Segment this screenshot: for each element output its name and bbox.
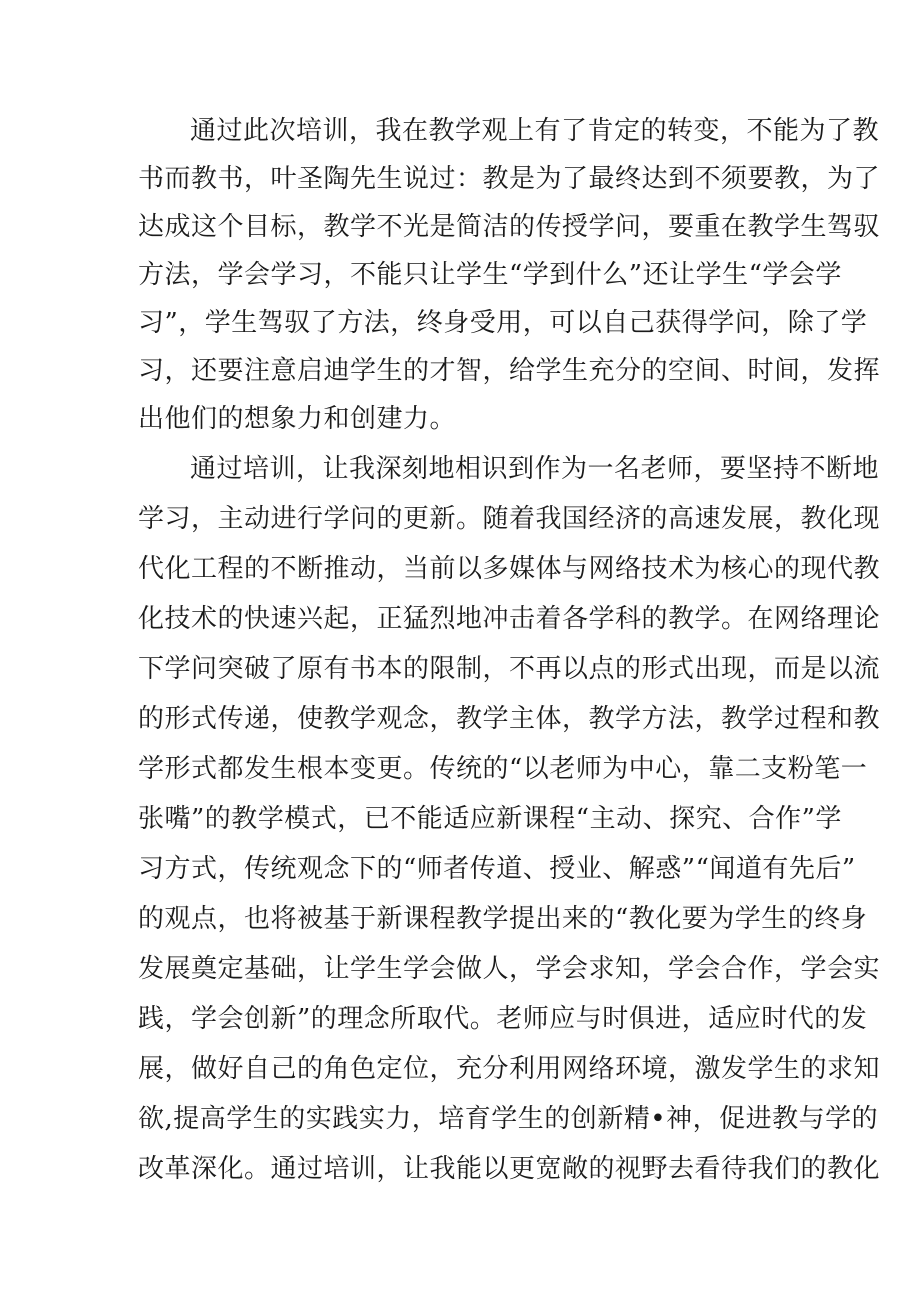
paragraph-2-line-1: 通过培训，让我深刻地相识到作为一名老师，要坚持不断地	[190, 454, 880, 484]
paragraph-1-line-3: 达成这个目标，教学不光是简洁的传授学问，要重在教学生驾驭	[138, 212, 881, 242]
paragraph-2-line-7: 学形式都发生根本变更。传统的“以老师为中心，靠二支粉笔一	[138, 754, 868, 784]
paragraph-2-line-6: 的形式传递，使教学观念，教学主体，教学方法，教学过程和教	[138, 704, 881, 734]
paragraph-1-line-7: 出他们的想象力和创建力。	[138, 404, 457, 434]
paragraph-2-line-8: 张嘴”的教学模式，已不能适应新课程“主动、探究、合作”学	[138, 804, 842, 834]
paragraph-2-line-9: 习方式，传统观念下的“师者传道、授业、解惑”“闻道有先后”	[138, 854, 856, 884]
paragraph-2-line-14: 欲,提高学生的实践实力，培育学生的创新精•神，促进教与学的	[138, 1104, 879, 1134]
paragraph-2-line-15: 改革深化。通过培训，让我能以更宽敞的视野去看待我们的教化	[138, 1154, 881, 1184]
paragraph-2-line-3: 代化工程的不断推动，当前以多媒体与网络技术为核心的现代教	[138, 554, 881, 584]
paragraph-2-line-13: 展，做好自己的角色定位，充分利用网络环境，激发学生的求知	[138, 1054, 881, 1084]
paragraph-2-line-12: 践，学会创新”的理念所取代。老师应与时俱进，适应时代的发	[138, 1004, 868, 1034]
paragraph-2-line-4: 化技术的快速兴起，正猛烈地冲击着各学科的教学。在网络理论	[138, 604, 881, 634]
paragraph-2-line-5: 下学问突破了原有书本的限制，不再以点的形式出现，而是以流	[138, 654, 881, 684]
paragraph-1-line-5: 习”，学生驾驭了方法，终身受用，可以自己获得学问，除了学	[138, 308, 868, 338]
paragraph-2-line-10: 的观点，也将被基于新课程教学提出来的“教化要为学生的终身	[138, 904, 868, 934]
paragraph-1-line-6: 习，还要注意启迪学生的才智，给学生充分的空间、时间，发挥	[138, 356, 881, 386]
paragraph-1-line-4: 方法，学会学习，不能只让学生“学到什么”还让学生“学会学	[138, 260, 842, 290]
paragraph-1-line-1: 通过此次培训，我在教学观上有了肯定的转变，不能为了教	[190, 116, 880, 146]
paragraph-2-line-11: 发展奠定基础，让学生学会做人，学会求知，学会合作，学会实	[138, 954, 881, 984]
paragraph-2-line-2: 学习，主动进行学问的更新。随着我国经济的高速发展，教化现	[138, 504, 881, 534]
paragraph-1-line-2: 书而教书，叶圣陶先生说过：教是为了最终达到不须要教，为了	[138, 164, 881, 194]
